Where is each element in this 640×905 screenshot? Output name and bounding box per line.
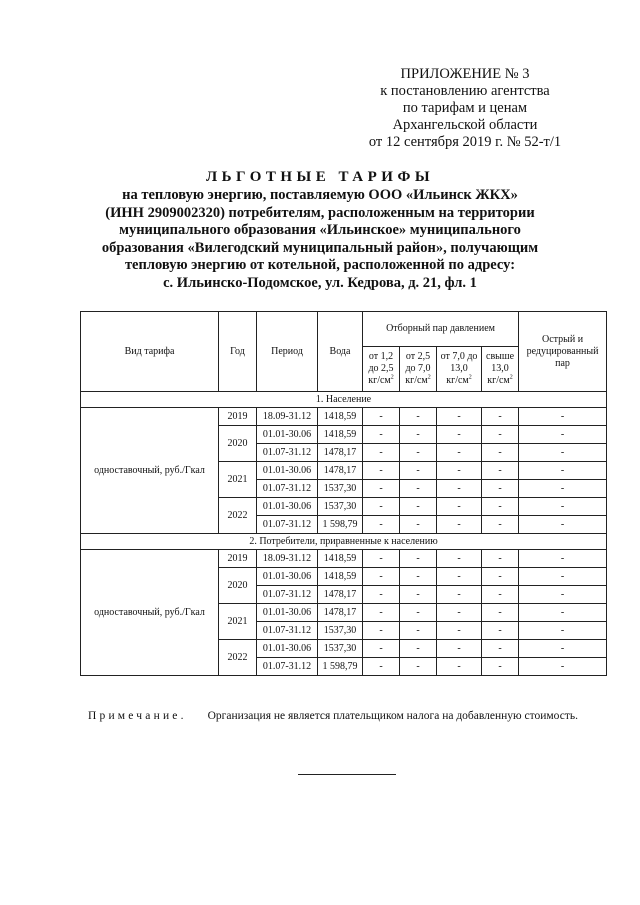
dash-cell: - <box>400 658 437 676</box>
period-cell: 01.01-30.06 <box>257 498 318 516</box>
dash-cell: - <box>400 516 437 534</box>
dash-cell: - <box>482 480 519 498</box>
appendix-line: по тарифам и ценам <box>402 100 528 116</box>
dash-cell: - <box>482 622 519 640</box>
dash-cell: - <box>519 444 607 462</box>
header-row <box>81 312 607 347</box>
dash-cell: - <box>400 604 437 622</box>
dash-cell: - <box>437 498 482 516</box>
dash-cell: - <box>363 408 400 426</box>
note-text: Организация не является плательщиком налога на добавленную стоимость. <box>207 710 578 722</box>
appendix-block <box>340 66 590 151</box>
header-pressure-3: от 7,0 до 13,0 $кг/см^2$ <box>437 347 482 392</box>
table-row <box>81 408 607 426</box>
period-cell: 01.07-31.12 <box>257 622 318 640</box>
dash-cell: - <box>482 426 519 444</box>
dash-cell: - <box>482 568 519 586</box>
tariff-kind: одноставочный, руб./Гкал <box>81 408 219 534</box>
dash-cell: - <box>363 550 400 568</box>
dash-cell: - <box>363 586 400 604</box>
tariff-table-body <box>81 312 607 676</box>
period-cell: 01.07-31.12 <box>257 516 318 534</box>
period-cell: 01.07-31.12 <box>257 444 318 462</box>
title-line: муниципального образования «Ильинское» муниципального <box>119 222 521 238</box>
title-heading: ЛЬГОТНЫЕ ТАРИФЫ <box>205 169 435 185</box>
dash-cell: - <box>363 640 400 658</box>
period-cell: 01.01-30.06 <box>257 640 318 658</box>
header-pressure-2: от 2,5 до 7,0 $кг/см^2$ <box>400 347 437 392</box>
dash-cell: - <box>400 586 437 604</box>
dash-cell: - <box>519 604 607 622</box>
dash-cell: - <box>363 480 400 498</box>
dash-cell: - <box>400 550 437 568</box>
dash-cell: - <box>482 408 519 426</box>
header-pressure-4: свыше 13,0 $кг/см^2$ <box>482 347 519 392</box>
water-cell: 1418,59 <box>318 426 363 444</box>
dash-cell: - <box>519 568 607 586</box>
year-cell: 2021 <box>219 604 257 640</box>
dash-cell: - <box>519 550 607 568</box>
period-cell: 01.01-30.06 <box>257 426 318 444</box>
dash-cell: - <box>519 426 607 444</box>
water-cell: 1537,30 <box>318 640 363 658</box>
tariff-table <box>80 311 607 676</box>
header-year: Год <box>219 312 257 392</box>
dash-cell: - <box>482 658 519 676</box>
appendix-number: ПРИЛОЖЕНИЕ № 3 <box>400 66 530 82</box>
dash-cell: - <box>400 426 437 444</box>
year-cell: 2022 <box>219 640 257 676</box>
water-cell: 1537,30 <box>318 498 363 516</box>
appendix-line: к постановлению агентства <box>380 83 550 99</box>
dash-cell: - <box>482 640 519 658</box>
water-cell: 1537,30 <box>318 480 363 498</box>
title-line: образования «Вилегодский муниципальный район», получающим <box>101 239 539 256</box>
period-cell: 01.07-31.12 <box>257 586 318 604</box>
header-sharp-steam: Острый и редуцированный пар <box>519 312 607 392</box>
dash-cell: - <box>519 622 607 640</box>
water-cell: 1537,30 <box>318 622 363 640</box>
dash-cell: - <box>363 622 400 640</box>
section-row <box>81 534 607 550</box>
dash-cell: - <box>519 516 607 534</box>
dash-cell: - <box>437 658 482 676</box>
dash-cell: - <box>437 550 482 568</box>
appendix-line: Архангельской области <box>392 117 538 133</box>
title-line: (ИНН 2909002320) потребителям, расположенным на территории <box>105 204 535 221</box>
tariff-kind: одноставочный, руб./Гкал <box>81 550 219 676</box>
dash-cell: - <box>482 550 519 568</box>
title-line: на тепловую энергию, поставляемую ООО «Ильинск ЖКХ» <box>122 187 518 203</box>
dash-cell: - <box>437 622 482 640</box>
header-water: Вода <box>318 312 363 392</box>
water-cell: 1418,59 <box>318 568 363 586</box>
water-cell: 1478,17 <box>318 444 363 462</box>
dash-cell: - <box>400 462 437 480</box>
period-cell: 01.07-31.12 <box>257 658 318 676</box>
dash-cell: - <box>437 426 482 444</box>
dash-cell: - <box>482 462 519 480</box>
section-title: 2. Потребители, приравненные к населению <box>81 534 607 550</box>
year-cell: 2019 <box>219 408 257 426</box>
dash-cell: - <box>519 640 607 658</box>
dash-cell: - <box>363 444 400 462</box>
dash-cell: - <box>400 640 437 658</box>
title-line: тепловую энергию от котельной, расположенной по адресу: <box>124 257 516 273</box>
dash-cell: - <box>437 604 482 622</box>
note <box>88 710 608 722</box>
dash-cell: - <box>363 426 400 444</box>
table-row <box>81 550 607 568</box>
water-cell: 1 598,79 <box>318 658 363 676</box>
dash-cell: - <box>482 444 519 462</box>
dash-cell: - <box>482 516 519 534</box>
dash-cell: - <box>519 462 607 480</box>
dash-cell: - <box>482 498 519 516</box>
dash-cell: - <box>400 498 437 516</box>
period-cell: 01.01-30.06 <box>257 462 318 480</box>
year-cell: 2020 <box>219 568 257 604</box>
dash-cell: - <box>363 658 400 676</box>
year-cell: 2020 <box>219 426 257 462</box>
header-pressure-1: от 1,2 до 2,5 $кг/см^2$ <box>363 347 400 392</box>
dash-cell: - <box>437 444 482 462</box>
water-cell: 1 598,79 <box>318 516 363 534</box>
dash-cell: - <box>400 622 437 640</box>
dash-cell: - <box>363 516 400 534</box>
water-cell: 1478,17 <box>318 462 363 480</box>
dash-cell: - <box>482 586 519 604</box>
dash-cell: - <box>519 498 607 516</box>
section-row <box>81 392 607 408</box>
dash-cell: - <box>400 568 437 586</box>
signature-line <box>298 774 396 775</box>
dash-cell: - <box>363 568 400 586</box>
dash-cell: - <box>519 658 607 676</box>
appendix-date: от 12 сентября 2019 г. № 52-т/1 <box>368 134 562 150</box>
dash-cell: - <box>437 586 482 604</box>
dash-cell: - <box>482 604 519 622</box>
water-cell: 1478,17 <box>318 604 363 622</box>
dash-cell: - <box>363 604 400 622</box>
year-cell: 2019 <box>219 550 257 568</box>
water-cell: 1418,59 <box>318 550 363 568</box>
dash-cell: - <box>437 640 482 658</box>
note-label: Примечание. <box>88 710 187 722</box>
dash-cell: - <box>437 568 482 586</box>
document-title <box>60 168 580 292</box>
year-cell: 2021 <box>219 462 257 498</box>
period-cell: 01.01-30.06 <box>257 568 318 586</box>
water-cell: 1478,17 <box>318 586 363 604</box>
dash-cell: - <box>400 480 437 498</box>
title-address: с. Ильинско-Подомское, ул. Кедрова, д. 21, фл. 1 <box>163 274 477 291</box>
period-cell: 18.09-31.12 <box>257 550 318 568</box>
dash-cell: - <box>437 462 482 480</box>
period-cell: 01.07-31.12 <box>257 480 318 498</box>
period-cell: 01.01-30.06 <box>257 604 318 622</box>
header-period: Период <box>257 312 318 392</box>
dash-cell: - <box>400 444 437 462</box>
section-title: 1. Население <box>81 392 607 408</box>
dash-cell: - <box>437 408 482 426</box>
dash-cell: - <box>519 480 607 498</box>
dash-cell: - <box>519 408 607 426</box>
header-kind: Вид тарифа <box>81 312 219 392</box>
dash-cell: - <box>400 408 437 426</box>
period-cell: 18.09-31.12 <box>257 408 318 426</box>
header-steam: Отборный пар давлением <box>363 312 519 347</box>
dash-cell: - <box>519 586 607 604</box>
dash-cell: - <box>363 462 400 480</box>
dash-cell: - <box>437 516 482 534</box>
water-cell: 1418,59 <box>318 408 363 426</box>
dash-cell: - <box>363 498 400 516</box>
year-cell: 2022 <box>219 498 257 534</box>
dash-cell: - <box>437 480 482 498</box>
